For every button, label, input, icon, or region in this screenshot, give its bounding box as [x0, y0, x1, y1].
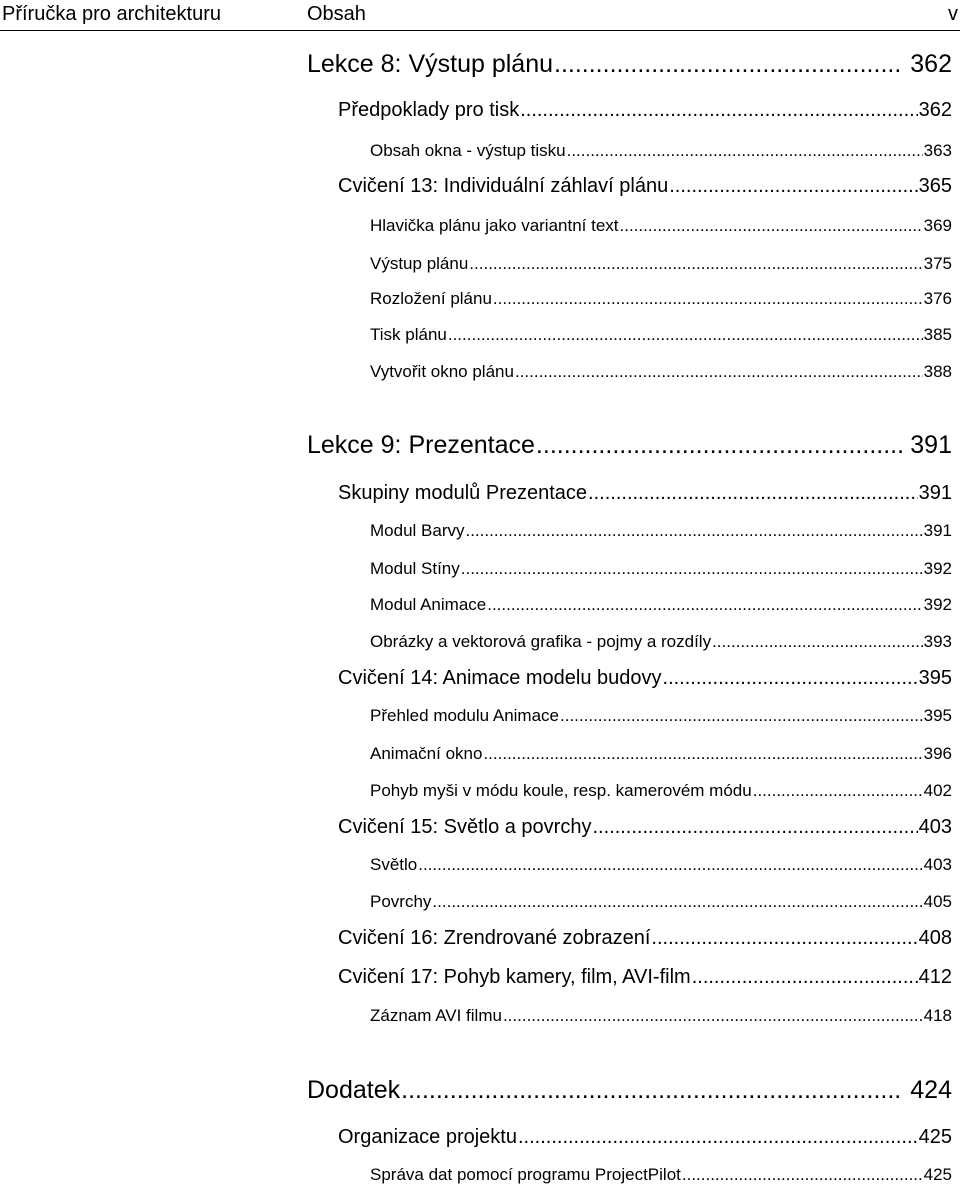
book-title: Příručka pro architekturu [2, 3, 221, 25]
toc-entry-title: Cvičení 15: Světlo a povrchy [338, 816, 592, 838]
toc-leader-dots [483, 744, 922, 764]
toc-leader-dots [560, 706, 923, 726]
toc-entry-title: Dodatek [307, 1076, 401, 1104]
toc-entry-page: 392 [923, 595, 952, 614]
toc-leader-dots [663, 667, 918, 690]
toc-entry-title: Záznam AVI filmu [370, 1006, 502, 1025]
toc-entry-title: Obrázky a vektorová grafika - pojmy a rozdíly [370, 632, 712, 651]
toc-section[interactable] [338, 1126, 952, 1149]
toc-entry-page: 402 [923, 781, 952, 800]
toc-subsection[interactable] [370, 141, 952, 161]
toc-leader-dots [712, 632, 923, 652]
toc-entry-page: 412 [918, 966, 952, 988]
toc-entry-title: Přehled modulu Animace [370, 706, 560, 725]
toc-entry-title: Cvičení 16: Zrendrované zobrazení [338, 927, 651, 949]
toc-entry-title: Správa dat pomocí programu ProjectPilot [370, 1165, 681, 1184]
toc-entry-page: 391 [923, 521, 952, 540]
toc-entry-page: 391 [918, 482, 952, 504]
toc-entry-title: Pohyb myši v módu koule, resp. kamerovém módu [370, 781, 752, 800]
toc-entry-page: 403 [923, 855, 952, 874]
toc-entry-title: Výstup plánu [370, 254, 469, 273]
toc-leader-dots [753, 781, 923, 801]
toc-entry-title: Cvičení 13: Individuální záhlaví plánu [338, 175, 669, 197]
toc-entry-title: Modul Barvy [370, 521, 465, 540]
toc-entry-title: Skupiny modulů Prezentace [338, 482, 588, 504]
toc-entry-page: 362 [918, 99, 952, 121]
toc-entry-title: Lekce 9: Prezentace [307, 431, 535, 459]
toc-entry-title: Předpoklady pro tisk [338, 99, 520, 121]
toc-subsection[interactable] [370, 632, 952, 652]
toc-leader-dots [592, 816, 917, 839]
toc-leader-dots [461, 559, 923, 579]
toc-section[interactable] [338, 816, 952, 839]
toc-leader-dots [432, 892, 922, 912]
toc-leader-dots [493, 289, 923, 309]
toc-leader-dots [536, 431, 903, 460]
toc-entry-page: 395 [923, 706, 952, 725]
toc-entry-title: Modul Animace [370, 595, 487, 614]
toc-entry-page: 391 [910, 431, 952, 459]
toc-entry-page: 365 [918, 175, 952, 197]
toc-entry-title: Světlo [370, 855, 418, 874]
toc-subsection[interactable] [370, 781, 952, 801]
toc-entry-title: Organizace projektu [338, 1126, 517, 1148]
toc-entry-page: 363 [923, 141, 952, 160]
toc-chapter[interactable] [307, 50, 952, 79]
toc-section[interactable] [338, 927, 952, 950]
toc-subsection[interactable] [370, 362, 952, 382]
toc-entry-page: 393 [923, 632, 952, 651]
toc-entry-page: 396 [923, 744, 952, 763]
toc-leader-dots [567, 141, 923, 161]
toc-entry-page: 395 [918, 667, 952, 689]
toc-subsection[interactable] [370, 892, 952, 912]
toc-entry-title: Tisk plánu [370, 325, 447, 344]
toc-subsection[interactable] [370, 1006, 952, 1026]
toc-entry-page: 405 [923, 892, 952, 911]
toc-entry-page: 418 [923, 1006, 952, 1025]
toc-entry-title: Hlavička plánu jako variantní text [370, 216, 619, 235]
toc-chapter[interactable] [307, 431, 952, 460]
toc-entry-page: 385 [923, 325, 952, 344]
toc-leader-dots [469, 254, 922, 274]
toc-subsection[interactable] [370, 559, 952, 579]
toc-entry-title: Rozložení plánu [370, 289, 492, 308]
toc-entry-page: 388 [923, 362, 952, 381]
toc-entry-page: 408 [918, 927, 952, 949]
toc-subsection[interactable] [370, 216, 952, 236]
toc-subsection[interactable] [370, 521, 952, 541]
toc-leader-dots [682, 1165, 923, 1185]
toc-entry-page: 376 [923, 289, 952, 308]
toc-entry-page: 392 [923, 559, 952, 578]
toc-leader-dots [520, 99, 917, 122]
toc-leader-dots [692, 966, 918, 989]
toc-entry-title: Lekce 8: Výstup plánu [307, 50, 553, 78]
toc-entry-title: Obsah okna - výstup tisku [370, 141, 566, 160]
toc-leader-dots [503, 1006, 923, 1026]
toc-leader-dots [487, 595, 922, 615]
toc-subsection[interactable] [370, 595, 952, 615]
toc-subsection[interactable] [370, 855, 952, 875]
toc-subsection[interactable] [370, 325, 952, 345]
toc-leader-dots [448, 325, 923, 345]
toc-section[interactable] [338, 482, 952, 505]
toc-leader-dots [518, 1126, 918, 1149]
toc-leader-dots [651, 927, 917, 950]
toc-subsection[interactable] [370, 1165, 952, 1185]
toc-entry-title: Cvičení 17: Pohyb kamery, film, AVI-film [338, 966, 691, 988]
toc-leader-dots [465, 521, 922, 541]
toc-entry-page: 424 [910, 1076, 952, 1104]
toc-chapter[interactable] [307, 1076, 952, 1105]
toc-leader-dots [588, 482, 918, 505]
toc-entry-page: 425 [918, 1126, 952, 1148]
toc-section[interactable] [338, 966, 952, 989]
toc-entry-page: 375 [923, 254, 952, 273]
toc-subsection[interactable] [370, 254, 952, 274]
toc-leader-dots [401, 1076, 903, 1105]
toc-entry-page: 403 [918, 816, 952, 838]
toc-subsection[interactable] [370, 744, 952, 764]
toc-subsection[interactable] [370, 706, 952, 726]
toc-entry-title: Vytvořit okno plánu [370, 362, 514, 381]
toc-leader-dots [554, 50, 903, 79]
toc-leader-dots [669, 175, 917, 198]
toc-entry-title: Modul Stíny [370, 559, 460, 578]
toc-entry-page: 369 [923, 216, 952, 235]
toc-leader-dots [418, 855, 922, 875]
toc-entry-title: Povrchy [370, 892, 432, 911]
toc-entry-page: 425 [923, 1165, 952, 1184]
toc-leader-dots [515, 362, 923, 382]
page-header [0, 0, 960, 31]
toc-subsection[interactable] [370, 289, 952, 309]
toc-section[interactable] [338, 175, 952, 198]
toc-section[interactable] [338, 99, 952, 122]
toc-entry-page: 362 [910, 50, 952, 78]
toc-entry-title: Cvičení 14: Animace modelu budovy [338, 667, 662, 689]
page-number: v [948, 3, 958, 25]
toc-leader-dots [620, 216, 923, 236]
section-title: Obsah [307, 3, 366, 25]
toc-section[interactable] [338, 667, 952, 690]
toc-entry-title: Animační okno [370, 744, 483, 763]
